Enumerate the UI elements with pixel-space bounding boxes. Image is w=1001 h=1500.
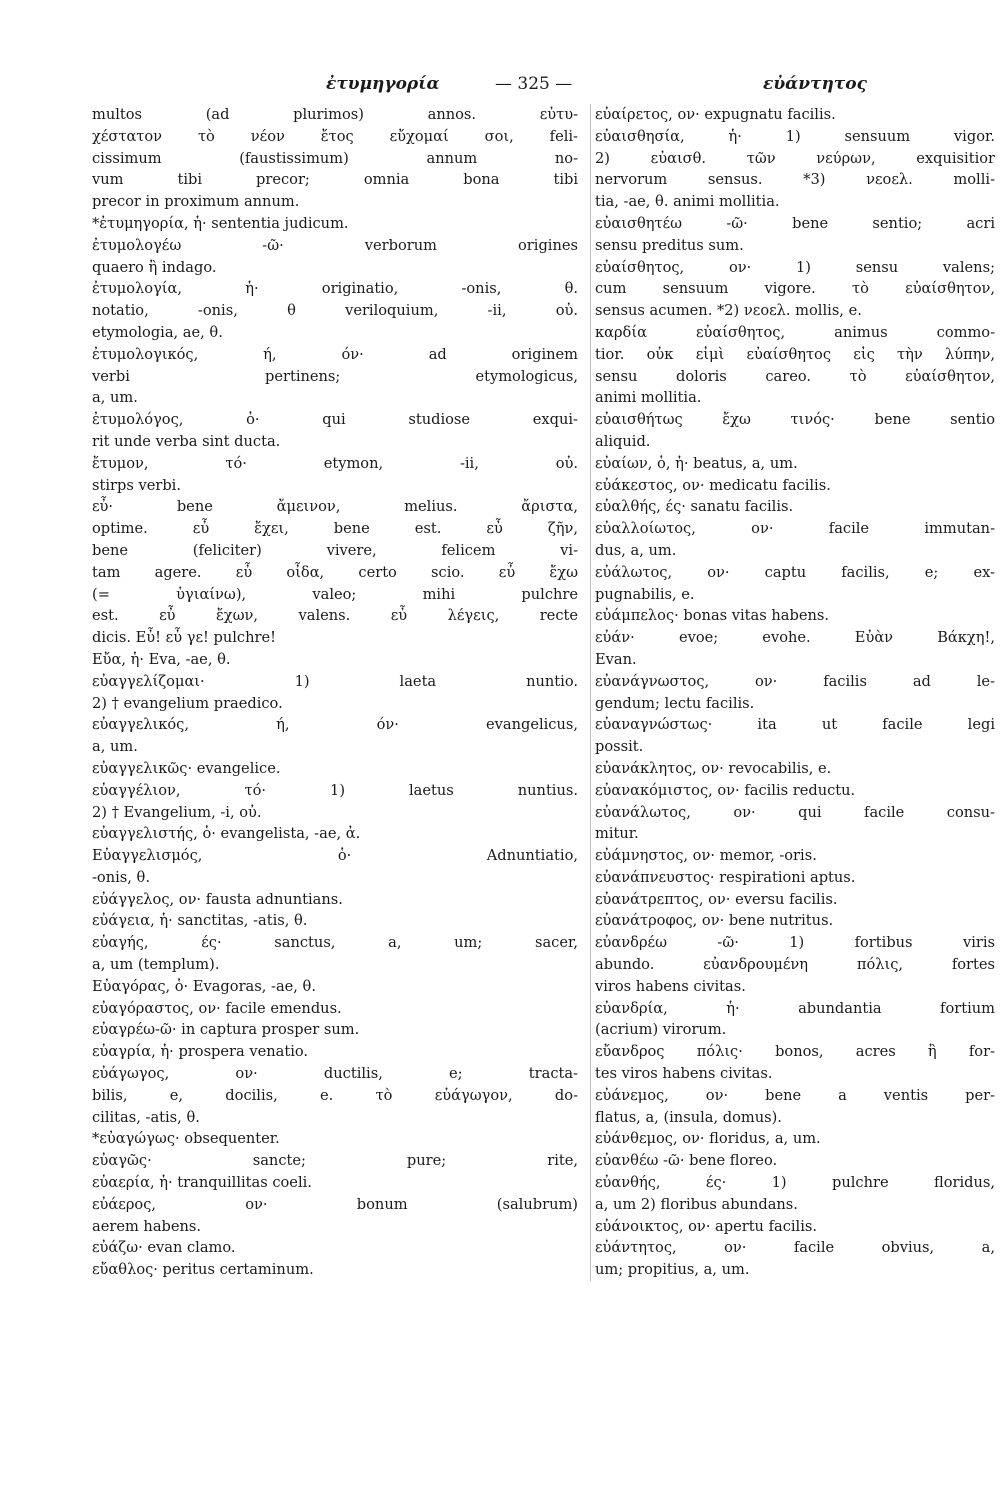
dictionary-line: verbi pertinens; etymologicus, (92, 367, 578, 385)
dictionary-line: εὐάνοικτος, ον· apertu facilis. (595, 1217, 817, 1235)
dictionary-line: Εὐαγγελισμός, ὁ· Adnuntiatio, (92, 847, 578, 865)
dictionary-line: εὐανακόμιστος, ον· facilis reductu. (595, 781, 856, 799)
dictionary-line: ἐτυμολόγος, ὁ· qui studiose exqui- (92, 411, 578, 429)
dictionary-line: εὐάγγελος, ον· fausta adnuntians. (92, 890, 343, 908)
dictionary-line: (acrium) virorum. (595, 1021, 727, 1039)
dictionary-line: εὐαίρετος, ον· expugnatu facilis. (595, 106, 836, 123)
dictionary-line: εὐάμνηστος, ον· memor, -oris. (595, 847, 817, 865)
dictionary-line: a, um (templum). (92, 956, 220, 974)
dictionary-line: *ἐτυμηγορία, ἡ· sententia judicum. (92, 214, 349, 232)
dictionary-line: εὐανάτρεπτος, ον· eversu facilis. (595, 890, 838, 908)
dictionary-line: possit. (595, 738, 644, 756)
dictionary-line: εὐάζω· evan clamo. (92, 1239, 236, 1257)
dictionary-line: 2) εὐαισθ. τῶν νεύρων, exquisitior (595, 149, 995, 167)
dictionary-line: εὐανάλωτος, ον· qui facile consu- (595, 803, 995, 821)
dictionary-line: Εὔα, ἡ· Eva, -ae, θ. (92, 650, 231, 668)
dictionary-line: εὐαγγελιστής, ὁ· evangelista, -ae, ἀ. (92, 825, 361, 843)
dictionary-line: 2) † evangelium praedico. (92, 694, 283, 712)
dictionary-line: εὐάλωτος, ον· captu facilis, e; ex- (595, 563, 995, 581)
dictionary-line: sensus acumen. *2) νεοελ. mollis, e. (595, 302, 862, 320)
dictionary-line: aerem habens. (92, 1217, 202, 1235)
dictionary-line: εὐανάτροφος, ον· bene nutritus. (595, 912, 834, 930)
dictionary-line: quaero ἢ indago. (92, 258, 217, 276)
dictionary-line: εὐαγρία, ἡ· prospera venatio. (92, 1043, 309, 1061)
dictionary-line: aliquid. (595, 432, 651, 450)
dictionary-line: εὐάνθεμος, ον· floridus, a, um. (595, 1130, 821, 1148)
dictionary-line: εὐαγγελίζομαι· 1) laeta nuntio. (92, 672, 578, 690)
left-column (92, 104, 578, 1281)
dictionary-line: εὐάνεμος, ον· bene a ventis per- (595, 1086, 995, 1104)
dictionary-line: (= ὑγιαίνω), valeo; mihi pulchre (92, 585, 578, 603)
dictionary-line: vum tibi precor; omnia bona tibi (92, 171, 578, 189)
left-headword: ἐτυμηγορία (326, 74, 440, 94)
dictionary-line: εὖ· bene ἄμεινον, melius. ἄριστα, (92, 498, 578, 516)
dictionary-line: ἐτυμολογικός, ή, όν· ad originem (92, 345, 578, 363)
dictionary-line: animi mollitia. (595, 389, 702, 407)
dictionary-line: viros habens civitas. (595, 977, 746, 995)
dictionary-line: εὐανθής, ές· 1) pulchre floridus, (595, 1174, 995, 1192)
dictionary-line: εὐανάγνωστος, ον· facilis ad le- (595, 672, 995, 690)
dictionary-line: nervorum sensus. *3) νεοελ. molli- (595, 171, 995, 189)
dictionary-line: ἐτυμολογέω -ῶ· verborum origines (92, 236, 578, 254)
dictionary-line: cilitas, -atis, θ. (92, 1108, 200, 1126)
dictionary-line: εὐάερος, ον· bonum (salubrum) (92, 1195, 578, 1213)
dictionary-line: εὐαγής, ές· sanctus, a, um; sacer, (92, 934, 578, 952)
dictionary-line: εὐαερία, ἡ· tranquillitas coeli. (92, 1174, 312, 1192)
dictionary-line: cum sensuum vigore. τὸ εὐαίσθητον, (595, 280, 995, 298)
dictionary-line: εὐαγγελικός, ή, όν· evangelicus, (92, 716, 578, 734)
dictionary-line: pugnabilis, e. (595, 585, 695, 603)
dictionary-line: ἔτυμον, τό· etymon, -ii, οὐ. (92, 454, 578, 472)
dictionary-line: Εὐαγόρας, ὁ· Evagoras, -ae, θ. (92, 977, 316, 995)
dictionary-line: εὐάν· evoe; evohe. Εὐὰν Βάκχη!, (595, 629, 995, 647)
dictionary-line: εὐανδρέω -ῶ· 1) fortibus viris (595, 934, 995, 952)
dictionary-line: Evan. (595, 650, 637, 668)
dictionary-line: εὐανάκλητος, ον· revocabilis, e. (595, 759, 832, 777)
dictionary-line: εὐάκεστος, ον· medicatu facilis. (595, 476, 831, 494)
dictionary-line: bene (feliciter) vivere, felicem vi- (92, 541, 578, 559)
dictionary-line: 2) † Evangelium, -i, οὐ. (92, 803, 262, 821)
dictionary-line: stirps verbi. (92, 476, 181, 494)
dictionary-line: εὐαναγνώστως· ita ut facile legi (595, 716, 995, 734)
dictionary-line: εὐάγωγος, ον· ductilis, e; tracta- (92, 1065, 578, 1083)
dictionary-line: flatus, a, (insula, domus). (595, 1108, 782, 1126)
dictionary-line: εὔαθλος· peritus certaminum. (92, 1261, 314, 1279)
dictionary-line: tia, -ae, θ. animi mollitia. (595, 193, 780, 211)
dictionary-line: abundo. εὐανδρουμένη πόλις, fortes (595, 956, 995, 974)
page-number: — 325 — (495, 74, 573, 94)
dictionary-line: dicis. Εὖ! εὖ γε! pulchre! (92, 629, 276, 647)
dictionary-line: tam agere. εὖ οἶδα, certo scio. εὖ ἔχω (92, 563, 578, 581)
dictionary-line: εὐάμπελος· bonas vitas habens. (595, 607, 829, 625)
dictionary-line: εὐαγρέω-ῶ· in captura prosper sum. (92, 1021, 360, 1039)
dictionary-line: mitur. (595, 825, 639, 843)
right-headword: εὐάντητος (763, 74, 867, 94)
dictionary-line: tior. οὐκ εἰμὶ εὐαίσθητος εἰς τὴν λύπην, (595, 345, 995, 363)
dictionary-line: sensu preditus sum. (595, 236, 744, 254)
dictionary-line: εὐαγόραστος, ον· facile emendus. (92, 999, 342, 1017)
dictionary-line: um; propitius, a, um. (595, 1261, 750, 1279)
dictionary-line: εὐάντητος, ον· facile obvius, a, (595, 1239, 995, 1257)
dictionary-line: ἐτυμολογία, ἡ· originatio, -onis, θ. (92, 280, 578, 298)
dictionary-line: εὔανδρος πόλις· bonos, acres ἢ for- (595, 1043, 995, 1061)
dictionary-line: gendum; lectu facilis. (595, 694, 755, 712)
dictionary-line: εὐαγγέλιον, τό· 1) laetus nuntius. (92, 781, 578, 799)
dictionary-line: εὐαίσθητος, ον· 1) sensu valens; (595, 258, 995, 276)
dictionary-line: εὐαίων, ὁ, ἡ· beatus, a, um. (595, 454, 798, 472)
dictionary-line: notatio, -onis, θ veriloquium, -ii, οὐ. (92, 302, 578, 320)
dictionary-line: dus, a, um. (595, 541, 677, 559)
right-column (590, 104, 995, 1281)
dictionary-line: εὐαγγελικῶς· evangelice. (92, 759, 281, 777)
dictionary-line: εὐανθέω -ῶ· bene floreo. (595, 1152, 778, 1170)
dictionary-line: εὐαλθής, ές· sanatu facilis. (595, 498, 794, 516)
dictionary-line: χέστατον τὸ νέον ἔτος εὔχομαί σοι, feli- (92, 127, 578, 145)
dictionary-line: a, um 2) floribus abundans. (595, 1195, 798, 1213)
dictionary-line: εὐανδρία, ἡ· abundantia fortium (595, 999, 995, 1017)
dictionary-line: bilis, e, docilis, e. τὸ εὐάγωγον, do- (92, 1086, 578, 1104)
dictionary-line: sensu doloris careo. τὸ εὐαίσθητον, (595, 367, 995, 385)
dictionary-line: etymologia, ae, θ. (92, 323, 223, 341)
dictionary-line: εὐαισθήτως ἔχω τινός· bene sentio (595, 411, 995, 429)
dictionary-line: καρδία εὐαίσθητος, animus commo- (595, 323, 995, 341)
dictionary-line: optime. εὖ ἔχει, bene est. εὖ ζῆν, (92, 520, 578, 538)
dictionary-line: εὐανάπνευστος· respirationi aptus. (595, 868, 856, 886)
dictionary-line: εὐαλλοίωτος, ον· facile immutan- (595, 520, 995, 538)
running-header (0, 74, 1001, 100)
dictionary-line: εὐαγῶς· sancte; pure; rite, (92, 1152, 578, 1170)
dictionary-line: tes viros habens civitas. (595, 1065, 773, 1083)
dictionary-line: a, um. (92, 389, 138, 407)
dictionary-line: εὐαισθησία, ἡ· 1) sensuum vigor. (595, 127, 995, 145)
dictionary-line: εὐάγεια, ἡ· sanctitas, -atis, θ. (92, 912, 308, 930)
dictionary-line: εὐαισθητέω -ῶ· bene sentio; acri (595, 214, 995, 232)
dictionary-line: *εὐαγώγως· obsequenter. (92, 1130, 280, 1148)
dictionary-line: multos (ad plurimos) annos. εὐτυ- (92, 106, 578, 123)
dictionary-line: rit unde verba sint ducta. (92, 432, 281, 450)
dictionary-line: -onis, θ. (92, 868, 150, 886)
dictionary-line: cissimum (faustissimum) annum no- (92, 149, 578, 167)
dictionary-line: est. εὖ ἔχων, valens. εὖ λέγεις, recte (92, 607, 578, 625)
dictionary-line: precor in proximum annum. (92, 193, 300, 211)
dictionary-line: a, um. (92, 738, 138, 756)
